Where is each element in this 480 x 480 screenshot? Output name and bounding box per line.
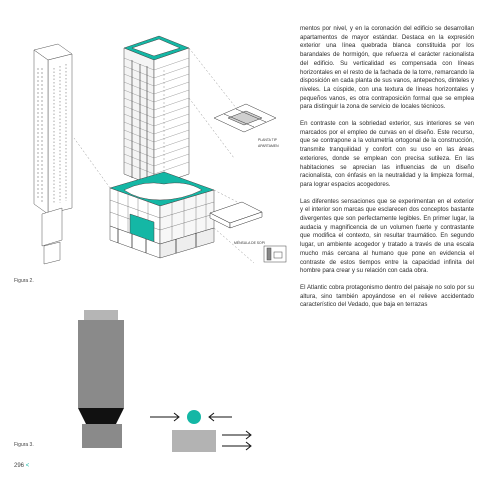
figure-3-caption: Figura 3. bbox=[14, 442, 34, 448]
accent-circle bbox=[187, 410, 201, 424]
expansion-arrows bbox=[222, 431, 251, 450]
page-arrow-icon: < bbox=[25, 463, 30, 469]
page-number-block bbox=[14, 463, 29, 469]
left-slender-tower bbox=[34, 44, 72, 264]
podium bbox=[110, 172, 214, 258]
concept-diagram bbox=[60, 300, 295, 460]
site-plan-drawing bbox=[264, 246, 286, 262]
typical-floor-plan bbox=[214, 104, 276, 132]
figure-2-caption: Figura 2. bbox=[14, 278, 34, 284]
paragraph: mentos por nivel, y en la coronación del edificio se desarrollan apartamentos de mayor estándar. Destaca en la expresión exterior una línea quebrada blanca constituida por los barandales de hormigón, que refuerza el carácter racionalista del edificio. Su verticalidad es compensada con líneas horizontales en el resto de la fachada de la torre, remarcando la disposición en cada planta de sus vanos, antepechos, dinteles y niveles. La cúspide, con una textura de líneas horizontales y pequeños vanos, es otra contraposición formal que se emplea para distinguir la zona de servicio de locales técnicos. bbox=[300, 25, 474, 111]
paragraph: Las diferentes sensaciones que se experimentan en el exterior y el interior son marcas que esclarecen dos conceptos bastante divergentes que son perfectamente legibles. En primer lugar, la audacia y magnificencia de un volumen fuerte y contrastante que modifica el contexto, sin resultar traumático. En segundo lugar, un ambiente acogedor y tratado a través de una escala mucho más cercana al humano que pone en evidencia el contraste de estos tiempos entre la capacidad infinita del hombre para crear y su relación con cada obra. bbox=[300, 197, 474, 275]
bracket-label: MÉNSULA DE SOPI bbox=[234, 241, 265, 245]
paragraph: El Atlantic cobra protagonismo dentro del paisaje no solo por su altura, sino también apoyándose en el relieve accidentado característico del Vedado, que baja en terrazas bbox=[300, 283, 474, 309]
floor-plan-label: PLANTA TIP bbox=[258, 138, 277, 142]
tower-volume bbox=[78, 310, 124, 448]
axonometric-drawing bbox=[14, 8, 294, 270]
page-number: 296 bbox=[14, 463, 25, 469]
apartment-label: APARTAMEN bbox=[258, 144, 279, 148]
body-text-column bbox=[300, 25, 474, 318]
paragraph: En contraste con la sobriedad exterior, sus interiores se ven marcados por el empleo de curvas en el diseño. Este recurso, que se contrapone a la volumetría ortogonal de la construcción, transmite tranquilidad y confort con su uso en las áreas exteriores, donde se emplean con precisa sutileza. En las habitaciones se aprecian las influencias de un diseño racionalista, con énfasis en la neutralidad y la limpieza formal, para lograr espacios acogedores. bbox=[300, 120, 474, 188]
base-volume bbox=[172, 430, 216, 452]
main-tower bbox=[124, 36, 189, 186]
bracket-detail bbox=[210, 202, 262, 228]
